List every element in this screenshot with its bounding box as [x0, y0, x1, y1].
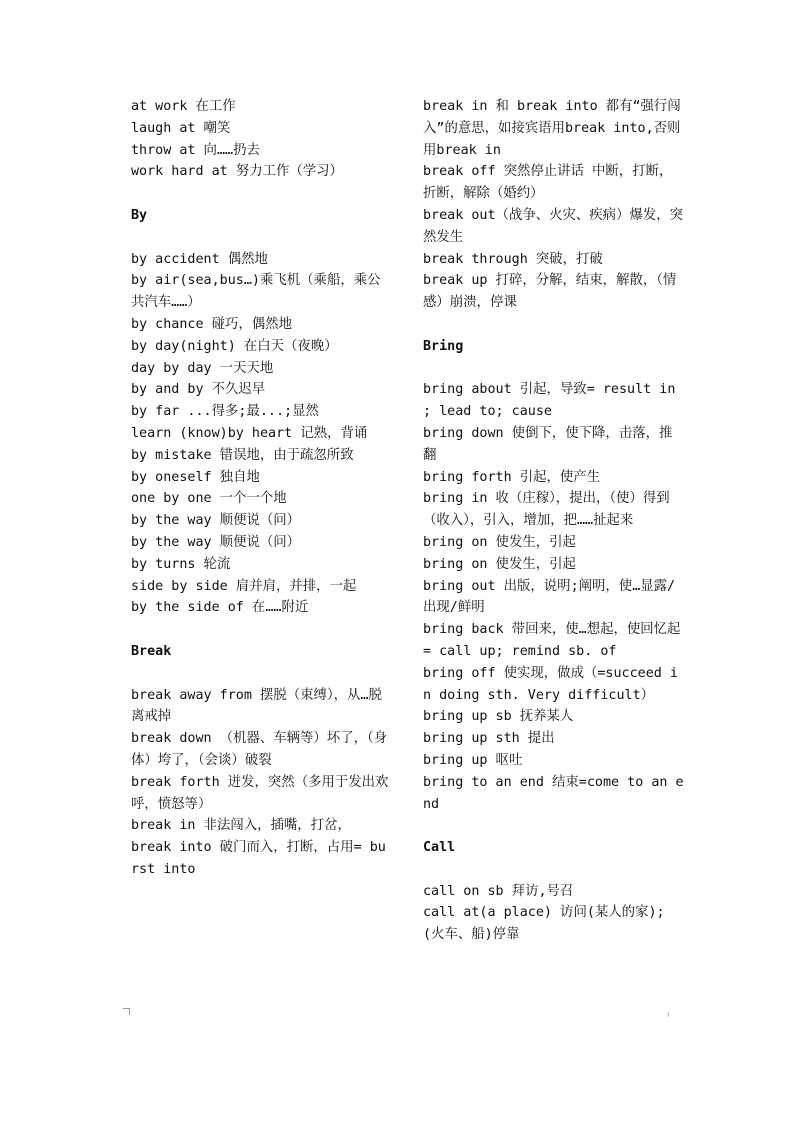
phrase-entry: break forth 迸发，突然（多用于发出欢呼，愤怒等） [131, 774, 389, 812]
blank-line [423, 314, 685, 336]
phrase-entry: by the side of 在……附近 [131, 600, 309, 616]
phrase-entry: one by one 一个一个地 [131, 491, 287, 507]
phrase-entry: bring up sb 抚养某人 [423, 709, 574, 725]
right-column [423, 96, 685, 946]
phrase-entry: bring about 引起，导致= result in ; lead to; cause [423, 382, 676, 420]
blank-line [131, 663, 393, 685]
phrase-entry: bring to an end 结束=come to an end [423, 774, 684, 812]
section-heading: Bring [423, 338, 464, 354]
page-corner-mark-left [123, 1008, 130, 1015]
phrase-entry: break in 和 break into 都有“强行闯入”的意思，如接宾语用break into,否则用break in [423, 99, 681, 158]
blank-line [131, 619, 393, 641]
phrase-entry: by accident 偶然地 [131, 251, 268, 267]
section-heading: Break [131, 643, 172, 659]
phrase-entry: at work 在工作 [131, 99, 236, 114]
phrase-entry: break down （机器、车辆等）坏了，（身体）垮了，（会谈）破裂 [131, 731, 388, 768]
section-heading: Call [423, 840, 456, 856]
phrase-entry: call on sb 拜访,号召 [423, 883, 574, 899]
phrase-entry: break into 破门而入，打断，占用= burst into [131, 840, 386, 877]
blank-line [423, 859, 685, 881]
phrase-entry: bring forth 引起，使产生 [423, 469, 601, 485]
phrase-entry: by the way 顺便说（问） [131, 534, 301, 550]
phrase-entry: by turns 轮流 [131, 556, 231, 572]
section-heading: By [131, 207, 148, 223]
phrase-entry: by and by 不久迟早 [131, 382, 266, 398]
phrase-entry: bring on 使发生，引起 [423, 556, 576, 572]
phrase-entry: side by side 肩并肩，并排，一起 [131, 578, 357, 594]
phrase-entry: by day(night) 在白天（夜晚） [131, 338, 338, 354]
phrase-entry: bring out 出版，说明;阐明，使…显露/出现/鲜明 [423, 578, 676, 616]
phrase-entry: by far ...得多;最...;显然 [131, 404, 319, 420]
blank-line [131, 227, 393, 249]
phrase-entry: learn (know)by heart 记熟，背诵 [131, 425, 368, 441]
phrase-entry: by the way 顺便说（问） [131, 513, 301, 529]
blank-line [131, 183, 393, 205]
phrase-entry: break out（战争、火灾、疾病）爆发，突然发生 [423, 207, 684, 245]
blank-line [423, 358, 685, 380]
phrase-entry: bring on 使发生，引起 [423, 534, 576, 550]
phrase-entry: bring down 使倒下，使下降，击落，推翻 [423, 425, 673, 463]
phrase-entry: bring up 呕吐 [423, 752, 523, 768]
phrase-entry: call at(a place) 访问(某人的家);(火车、船)停靠 [423, 905, 665, 943]
phrase-entry: break away from 摆脱（束缚），从…脱离戒掉 [131, 687, 382, 725]
phrase-entry: bring off 使实现，做成（=succeed in doing sth. Very difficult） [423, 665, 678, 703]
left-column [131, 96, 393, 881]
phrase-entry: work hard at 努力工作（学习） [131, 164, 343, 180]
phrase-entry: day by day 一天天地 [131, 360, 274, 376]
phrase-entry: by oneself 独自地 [131, 469, 260, 485]
phrase-entry: break off 突然停止讲话 中断，打断，折断，解除（婚约） [423, 164, 673, 202]
phrase-entry: by chance 碰巧，偶然地 [131, 316, 292, 332]
page-corner-mark-right [668, 1012, 669, 1017]
phrase-entry: by air(sea,bus…)乘飞机（乘船，乘公共汽车……） [131, 273, 381, 311]
phrase-entry: bring back 带回来，使…想起，使回忆起 = call up; remind sb. of [423, 622, 681, 659]
phrase-entry: bring in 收（庄稼），提出，（使）得到（收入），引入，增加，把……扯起来 [423, 491, 670, 529]
phrase-entry: bring up sth 提出 [423, 731, 555, 747]
phrase-entry: laugh at 嘲笑 [131, 120, 231, 136]
phrase-entry: break through 突破，打破 [423, 251, 603, 267]
phrase-entry: by mistake 错误地，由于疏忽所致 [131, 447, 354, 463]
phrase-entry: break in 非法闯入，插嘴，打岔， [131, 818, 351, 834]
phrase-entry: break up 打碎，分解，结束，解散，（情感）崩溃，停课 [423, 273, 677, 311]
blank-line [423, 815, 685, 837]
phrase-entry: throw at 向……扔去 [131, 142, 260, 158]
